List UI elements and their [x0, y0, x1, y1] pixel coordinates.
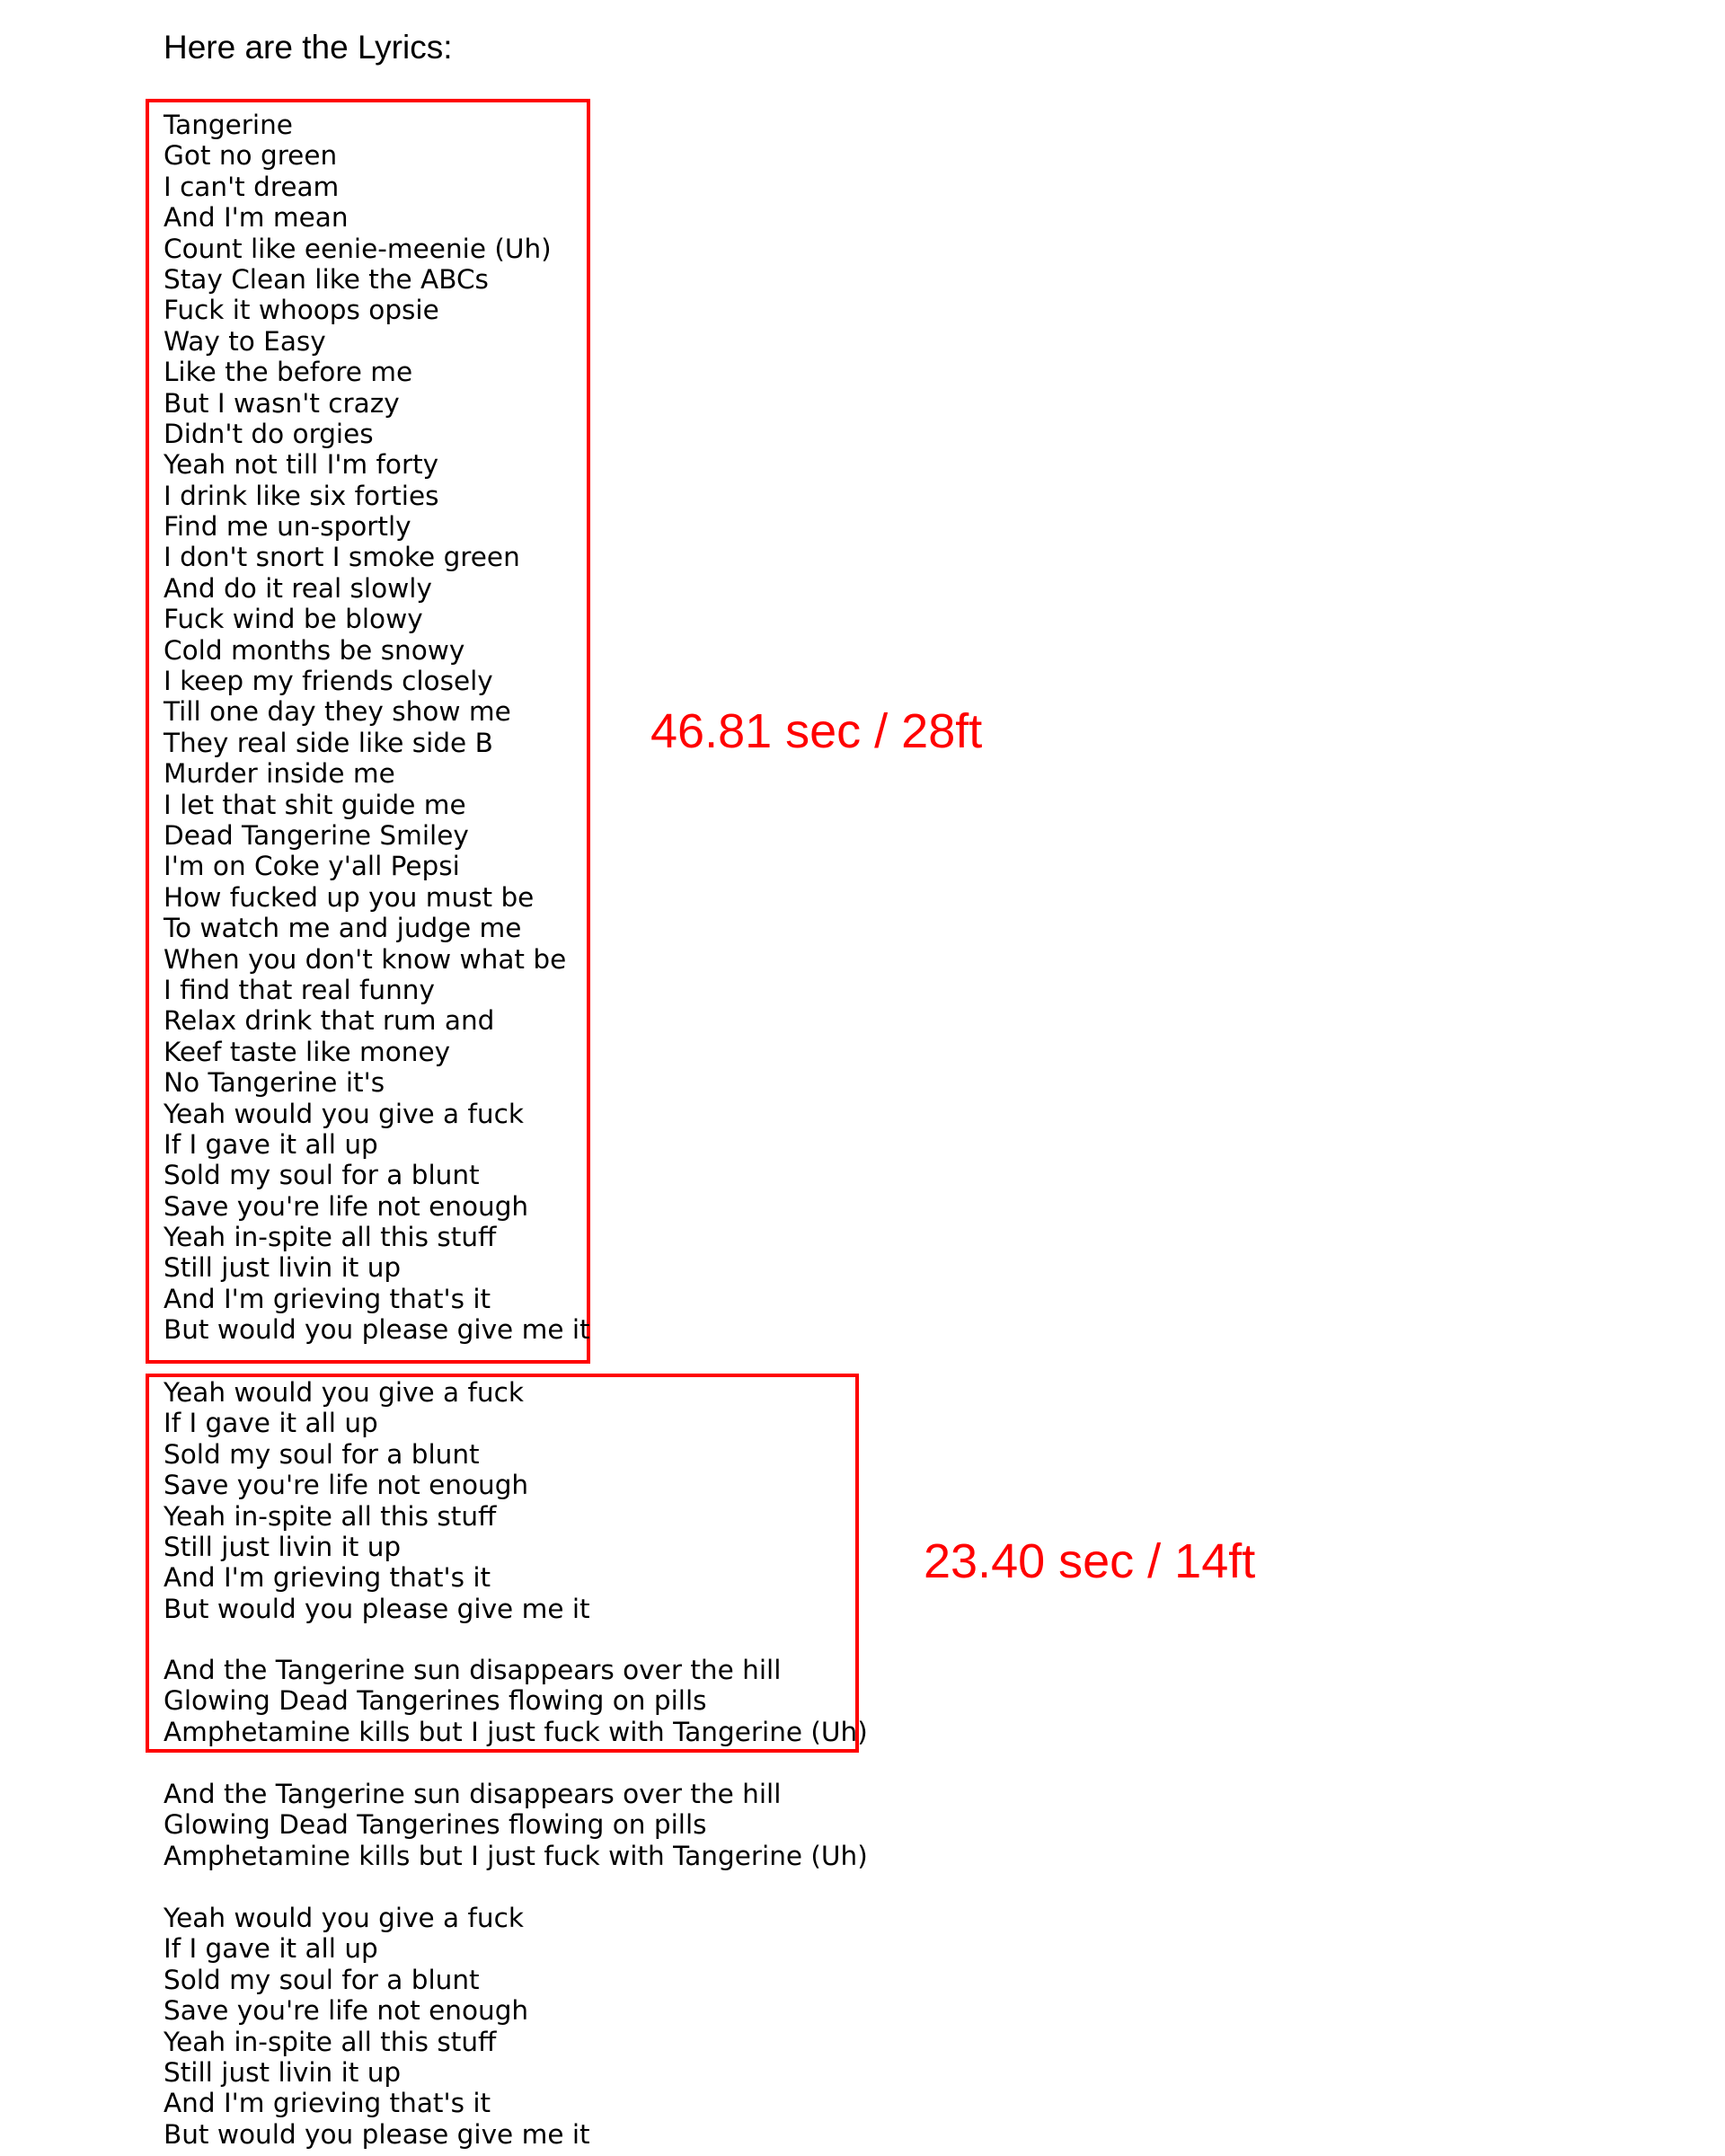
lyric-line: But would you please give me it: [164, 1593, 590, 1624]
lyric-line: Yeah would you give a fuck: [164, 1903, 524, 1933]
first-section-timing: 46.81 sec / 28ft: [650, 704, 983, 758]
lyric-line: Find me un-sportly: [164, 511, 411, 543]
lyric-line: I find that real funny: [164, 974, 435, 1005]
chorus-2-lyrics: [164, 1903, 590, 2150]
lyric-line: Save you're life not enough: [164, 1995, 529, 2027]
lyric-line: Fuck it whoops opsie: [164, 295, 439, 326]
lyric-line: Relax drink that rum and: [164, 1005, 495, 1037]
lyric-line: Amphetamine kills but I just fuck with Tangerine (Uh): [164, 1716, 868, 1747]
lyric-line: I don't snort I smoke green: [164, 542, 520, 573]
lyric-line: And do it real slowly: [164, 572, 432, 604]
lyric-line: Still just livin it up: [164, 2056, 402, 2088]
lyric-line: And the Tangerine sun disappears over the hill: [164, 1779, 782, 1809]
lyric-line: Save you're life not enough: [164, 1190, 529, 1222]
lyric-line: No Tangerine it's: [164, 1067, 385, 1099]
lyric-line: Sold my soul for a blunt: [164, 1438, 480, 1470]
bridge-1-lyrics: [164, 1655, 868, 1747]
lyric-line: Sold my soul for a blunt: [164, 1964, 480, 1995]
lyric-line: And I'm grieving that's it: [164, 1283, 491, 1314]
lyric-line: I let that shit guide me: [164, 789, 466, 820]
lyric-line: Dead Tangerine Smiley: [164, 819, 469, 851]
lyric-line: Yeah not till I'm forty: [164, 449, 439, 481]
lyric-line: Save you're life not enough: [164, 1470, 529, 1501]
lyric-line: Cold months be snowy: [164, 634, 465, 666]
lyric-line: Yeah would you give a fuck: [164, 1377, 524, 1408]
lyric-line: Glowing Dead Tangerines flowing on pills: [164, 1685, 707, 1717]
lyric-line: And I'm grieving that's it: [164, 2088, 491, 2119]
lyric-line: I'm on Coke y'all Pepsi: [164, 851, 460, 882]
lyric-line: I can't dream: [164, 171, 340, 202]
lyric-line: Way to Easy: [164, 325, 326, 357]
lyric-line: Keef taste like money: [164, 1036, 451, 1067]
lyric-line: Murder inside me: [164, 758, 395, 790]
lyric-line: But would you please give me it: [164, 2118, 590, 2150]
lyric-line: Amphetamine kills but I just fuck with Tangerine (Uh): [164, 1840, 868, 1871]
lyric-line: Count like eenie-meenie (Uh): [164, 233, 552, 264]
lyric-line: I drink like six forties: [164, 480, 439, 511]
lyric-line: Got no green: [164, 140, 338, 172]
second-section-timing: 23.40 sec / 14ft: [924, 1534, 1256, 1588]
lyric-line: And the Tangerine sun disappears over the hill: [164, 1655, 782, 1685]
lyric-line: Yeah in-spite all this stuff: [164, 2026, 497, 2057]
lyric-line: Still just livin it up: [164, 1252, 402, 1284]
lyric-line: Till one day they show me: [164, 696, 511, 728]
lyric-line: When you don't know what be: [164, 943, 567, 975]
lyric-line: Yeah in-spite all this stuff: [164, 1500, 497, 1532]
lyric-line: But I wasn't crazy: [164, 387, 400, 419]
lyric-line: I keep my friends closely: [164, 666, 493, 697]
lyric-line: If I gave it all up: [164, 1408, 378, 1439]
lyric-line: They real side like side B: [164, 727, 493, 758]
lyric-line: If I gave it all up: [164, 1933, 378, 1965]
lyric-line: If I gave it all up: [164, 1128, 378, 1160]
lyric-line: To watch me and judge me: [164, 913, 522, 944]
lyric-line: And I'm mean: [164, 202, 349, 234]
lyric-line: Still just livin it up: [164, 1531, 402, 1562]
page-heading: Here are the Lyrics:: [164, 29, 453, 66]
lyric-line: Yeah in-spite all this stuff: [164, 1222, 497, 1253]
lyric-line: Stay Clean like the ABCs: [164, 263, 489, 295]
lyric-line: How fucked up you must be: [164, 881, 535, 913]
lyric-line: Yeah would you give a fuck: [164, 1098, 524, 1129]
lyric-line: Fuck wind be blowy: [164, 604, 423, 635]
lyric-line: Didn't do orgies: [164, 418, 374, 449]
lyric-line: And I'm grieving that's it: [164, 1562, 491, 1594]
lyric-line: Like the before me: [164, 357, 413, 388]
bridge-2-lyrics: [164, 1779, 868, 1871]
lyric-line: But would you please give me it: [164, 1314, 590, 1346]
lyric-line: Glowing Dead Tangerines flowing on pills: [164, 1809, 707, 1841]
verse-1-lyrics: [164, 110, 590, 1346]
chorus-1-lyrics: [164, 1377, 590, 1624]
lyric-line: Sold my soul for a blunt: [164, 1160, 480, 1191]
lyric-line: Tangerine: [164, 110, 293, 140]
